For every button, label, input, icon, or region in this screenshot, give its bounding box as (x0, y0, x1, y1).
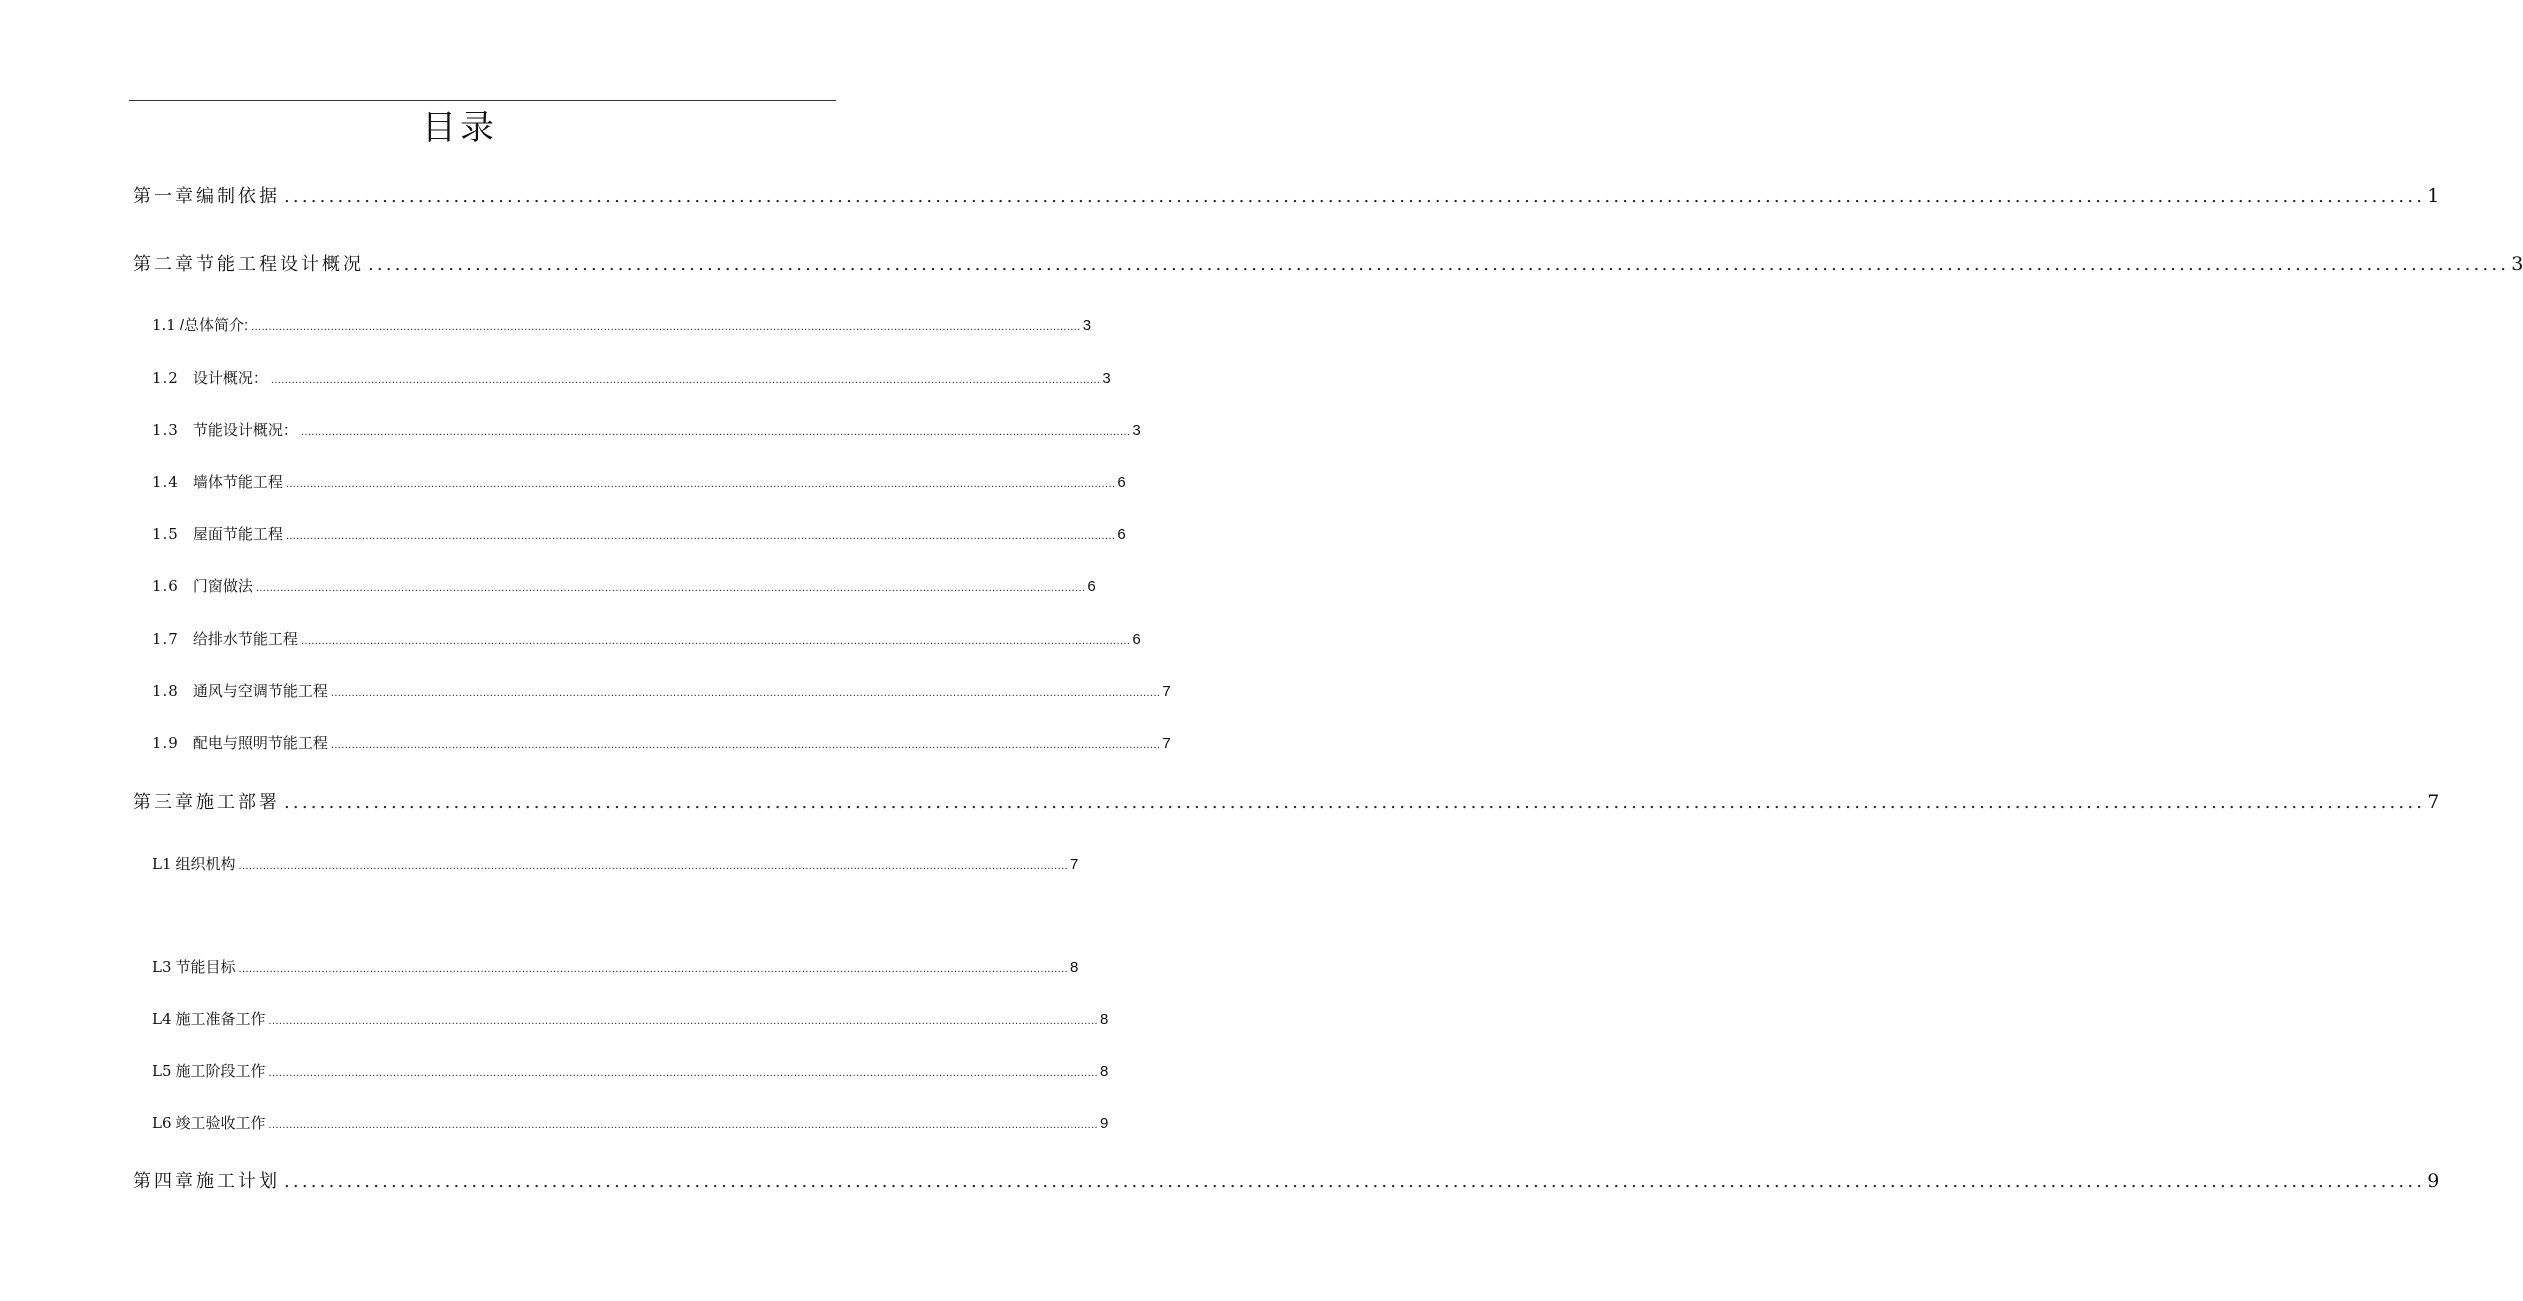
toc-entry-label: 配电与照明节能工程 (192, 735, 328, 752)
toc-entry-label: 施工准备工作 (175, 1011, 266, 1028)
dot-leader: ................................................................................................................................................................................................................................................ (238, 963, 1069, 975)
toc-entry-chapter-4[interactable] (133, 1167, 2440, 1196)
dot-leader: ................................................................................................................................................................................................................................................ (251, 321, 1081, 333)
header-rule (129, 100, 836, 101)
toc-entry-label: 门窗做法 (192, 578, 253, 595)
section-number: 1.8 (152, 682, 179, 700)
section-number: 1.1 (152, 316, 176, 334)
toc-page-number: 7 (2427, 791, 2440, 813)
toc-page-number: 7 (1162, 735, 1171, 752)
toc-entry-section-l5[interactable] (152, 1060, 1109, 1084)
dot-leader: ................................................................................................................................................................................................................................................ (300, 635, 1131, 647)
toc-page-number: 3 (1082, 317, 1092, 334)
dot-leader: ................................................................................................................................................................................................................................................ (330, 687, 1161, 699)
section-number: 1.9 (152, 734, 179, 752)
dot-leader: ................................................................................................................................................................................................................................................ (285, 478, 1116, 490)
section-number: 1.5 (152, 525, 179, 543)
toc-entry-label: 第二章节能工程设计概况 (133, 254, 364, 275)
dot-leader: ................................................................................................................................................................................................................................................ (268, 1119, 1099, 1131)
toc-entry-label: 施工阶段工作 (175, 1063, 266, 1080)
dot-leader: ................................................................................................................................................................................................................................................ (238, 860, 1069, 872)
toc-page-number: 8 (1100, 1011, 1109, 1028)
toc-page-number: 6 (1117, 474, 1126, 491)
toc-page-number: 9 (1100, 1115, 1109, 1132)
toc-entry-section-l1[interactable] (152, 853, 1079, 877)
toc-entry-section-1-1[interactable] (152, 314, 1092, 338)
toc-page-number: 7 (1070, 856, 1079, 873)
dot-leader: ................................................................................................................................................................................................................................................ (284, 186, 2426, 207)
toc-entry-section-1-8[interactable] (152, 680, 1171, 704)
toc-page-number: 3 (2511, 253, 2523, 275)
dot-leader: ................................................................................................................................................................................................................................................ (300, 426, 1131, 438)
toc-entry-section-1-9[interactable] (152, 732, 1171, 756)
toc-page-number: 6 (1132, 631, 1141, 648)
section-number: L1 (152, 855, 172, 873)
toc-entry-chapter-1[interactable] (133, 182, 2440, 211)
dot-leader: ................................................................................................................................................................................................................................................ (270, 374, 1101, 386)
toc-page-number: 9 (2427, 1170, 2440, 1192)
toc-page-number: 3 (1102, 370, 1111, 387)
toc-entry-section-1-2[interactable] (152, 367, 1111, 391)
toc-page-number: 8 (1070, 959, 1079, 976)
dot-leader: ................................................................................................................................................................................................................................................ (368, 254, 2510, 275)
section-number: 1.4 (152, 473, 179, 491)
toc-page-number: 6 (1087, 578, 1096, 595)
section-number: L5 (152, 1062, 172, 1080)
toc-entry-label: 屋面节能工程 (192, 526, 283, 543)
section-number: L3 (152, 958, 172, 976)
toc-entry-label: 节能目标 (175, 959, 236, 976)
toc-entry-label: 第四章施工计划 (133, 1171, 280, 1192)
toc-entry-label: 节能设计概况： (192, 422, 298, 439)
dot-leader: ................................................................................................................................................................................................................................................ (330, 739, 1161, 751)
toc-page-number: 1 (2427, 185, 2440, 207)
toc-page-number: 8 (1100, 1063, 1109, 1080)
dot-leader: ................................................................................................................................................................................................................................................ (268, 1067, 1099, 1079)
toc-entry-section-l6[interactable] (152, 1112, 1109, 1136)
section-number: 1.3 (152, 421, 179, 439)
toc-entry-label: 墙体节能工程 (192, 474, 283, 491)
toc-entry-section-1-7[interactable] (152, 628, 1141, 652)
section-number: L4 (152, 1010, 172, 1028)
toc-title: 目录 (422, 108, 498, 148)
toc-entry-section-1-5[interactable] (152, 523, 1126, 547)
section-number: L6 (152, 1114, 172, 1132)
toc-entry-label: 竣工验收工作 (175, 1115, 266, 1132)
toc-entry-section-l4[interactable] (152, 1008, 1109, 1032)
toc-page-number: 6 (1117, 526, 1126, 543)
dot-leader: ................................................................................................................................................................................................................................................ (284, 792, 2426, 813)
toc-entry-label: /总体简介: (179, 317, 249, 334)
dot-leader: ................................................................................................................................................................................................................................................ (255, 582, 1086, 594)
dot-leader: ................................................................................................................................................................................................................................................ (285, 530, 1116, 542)
toc-entry-label: 第一章编制依据 (133, 186, 280, 207)
toc-page-number: 7 (1162, 683, 1171, 700)
toc-entry-label: 设计概况： (192, 370, 268, 387)
toc-entry-section-1-3[interactable] (152, 419, 1141, 443)
toc-page-number: 3 (1132, 422, 1141, 439)
toc-entry-chapter-3[interactable] (133, 788, 2440, 817)
toc-entry-chapter-2[interactable] (133, 250, 2523, 279)
toc-entry-label: 给排水节能工程 (192, 631, 298, 648)
section-number: 1.2 (152, 369, 179, 387)
dot-leader: ................................................................................................................................................................................................................................................ (268, 1015, 1099, 1027)
section-number: 1.7 (152, 630, 179, 648)
toc-entry-section-1-4[interactable] (152, 471, 1126, 495)
toc-entry-section-1-6[interactable] (152, 575, 1096, 599)
toc-entry-section-l3[interactable] (152, 956, 1079, 980)
toc-entry-label: 组织机构 (175, 856, 236, 873)
dot-leader: ................................................................................................................................................................................................................................................ (284, 1171, 2426, 1192)
toc-entry-label: 通风与空调节能工程 (192, 683, 328, 700)
toc-entry-label: 第三章施工部署 (133, 792, 280, 813)
section-number: 1.6 (152, 577, 179, 595)
